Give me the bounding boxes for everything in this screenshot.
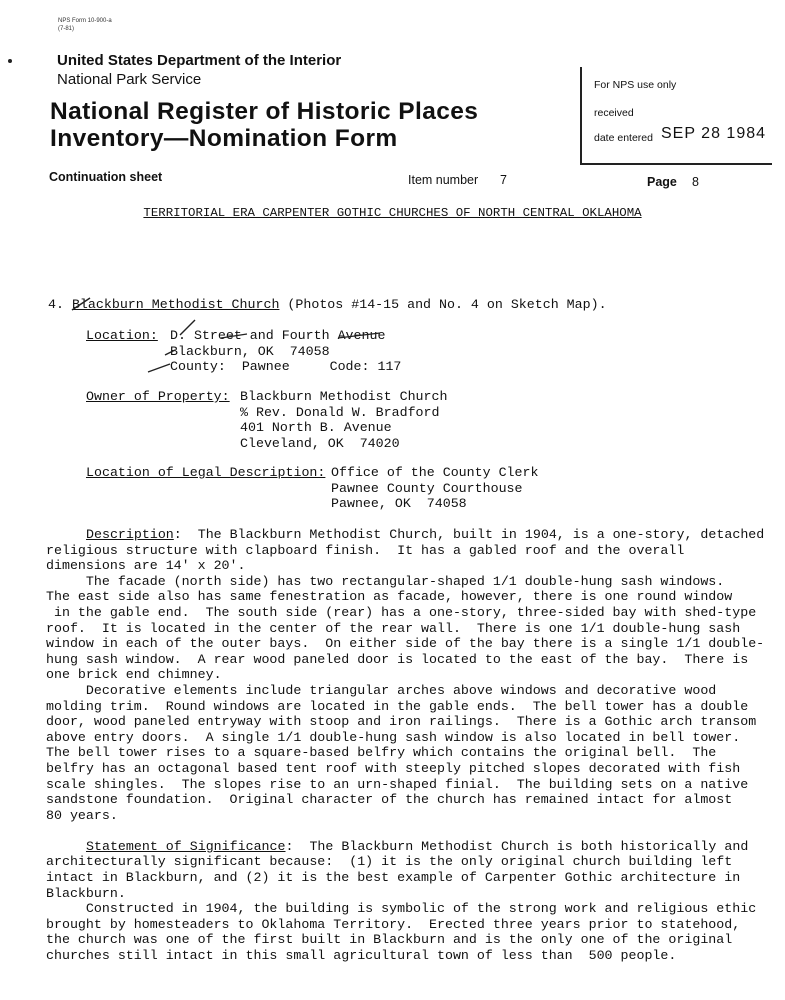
description-label: Description	[86, 527, 174, 542]
entry-number: 4.	[48, 297, 72, 312]
strike-mark	[180, 320, 195, 335]
significance-text: : The Blackburn Methodist Church is both historically and architecturally significant because: (1) it is the only original church building left intact in Blackburn, and (2) it is the best example of Carpenter Gothic architecture in Blackburn. Constructed in 1904, the building is symbolic of the strong work and religious ethic brought by homesteaders to Oklahoma Territory. Erected three years prior to statehood, the church was one of the first built in Blackburn and is the only one of the original churches still intact in this small agricultural town of less than 500 people.	[46, 838, 757, 964]
strike-through	[221, 333, 380, 338]
location-label: Location:	[86, 328, 158, 343]
page-label: Page	[647, 175, 677, 189]
owner-label: Owner of Property:	[86, 389, 230, 404]
nps-use-label: For NPS use only	[594, 79, 677, 91]
date-entered-label: date entered	[594, 132, 653, 144]
form-title-line2: Inventory—Nomination Form	[50, 125, 398, 152]
margin-dot	[8, 59, 12, 63]
location-value: D. Street and Fourth Avenue Blackburn, OK 74058 County: Pawnee Code: 117	[170, 328, 402, 375]
date-stamp: SEP 28 1984	[661, 125, 767, 142]
page-value: 8	[692, 175, 699, 189]
check-mark	[72, 298, 90, 310]
document-title: TERRITORIAL ERA CARPENTER GOTHIC CHURCHES OF NORTH CENTRAL OKLAHOMA	[143, 206, 642, 220]
legal-description-label: Location of Legal Description:	[86, 465, 326, 480]
legal-description-value: Office of the County Clerk Pawnee County Courthouse Pawnee, OK 74058	[331, 465, 539, 512]
service-name: National Park Service	[57, 71, 202, 88]
check-mark-county	[148, 350, 175, 372]
continuation-sheet-label: Continuation sheet	[49, 170, 163, 184]
received-label: received	[594, 107, 634, 119]
form-title-line1: National Register of Historic Places	[50, 98, 479, 125]
item-number-value: 7	[500, 173, 507, 187]
item-number-label: Item number	[408, 173, 479, 187]
significance-label: Statement of Significance	[86, 838, 286, 854]
form-code: NPS Form 10-900-a (7-81)	[58, 18, 112, 32]
description-text: : The Blackburn Methodist Church, built in 1904, is a one-story, detached religious structure with clapboard finish. It has a gabled roof and the overall dimensions are 14' x 20'. The facade (north side) has two rectangular-shaped 1/1 double-hung sash windows. The east side also has same fenestration as facade, however, there is one round window in the gable end. The south side (rear) has a one-story, three-sided bay with shed-type roof. It is located in the center of the rear wall. There is one 1/1 double-hung sash window in each of the outer bays. On either side of the bay there is a single 1/1 double- hung sash window. A rear wood paneled door is located to the east of the bay. There is one brick end chimney. Decorative elements include triangular arches above windows and decorative wood molding trim. Round windows are located in the gable ends. The bell tower has a double door, wood paneled entryway with stoop and iron railings. There is a Gothic arch transom above entry doors. A single 1/1 double-hung sash window is also located in bell tower. The bell tower rises to a square-based belfry which contains the original bell. The belfry has an octagonal based tent roof with steeply pitched slopes decorated with fish scale shingles. The slopes rise to an urn-shaped finial. The building sets on a native sandstone foundation. Original character of the church has remained intact for almost 80 years.	[46, 527, 765, 823]
owner-value: Blackburn Methodist Church % Rev. Donald W. Bradford 401 North B. Avenue Cleveland, OK 74020	[240, 389, 448, 451]
entry-name: Blackburn Methodist Church	[71, 297, 280, 312]
department-name: United States Department of the Interior	[57, 52, 342, 69]
entry-rest: (Photos #14-15 and No. 4 on Sketch Map).	[279, 297, 607, 312]
